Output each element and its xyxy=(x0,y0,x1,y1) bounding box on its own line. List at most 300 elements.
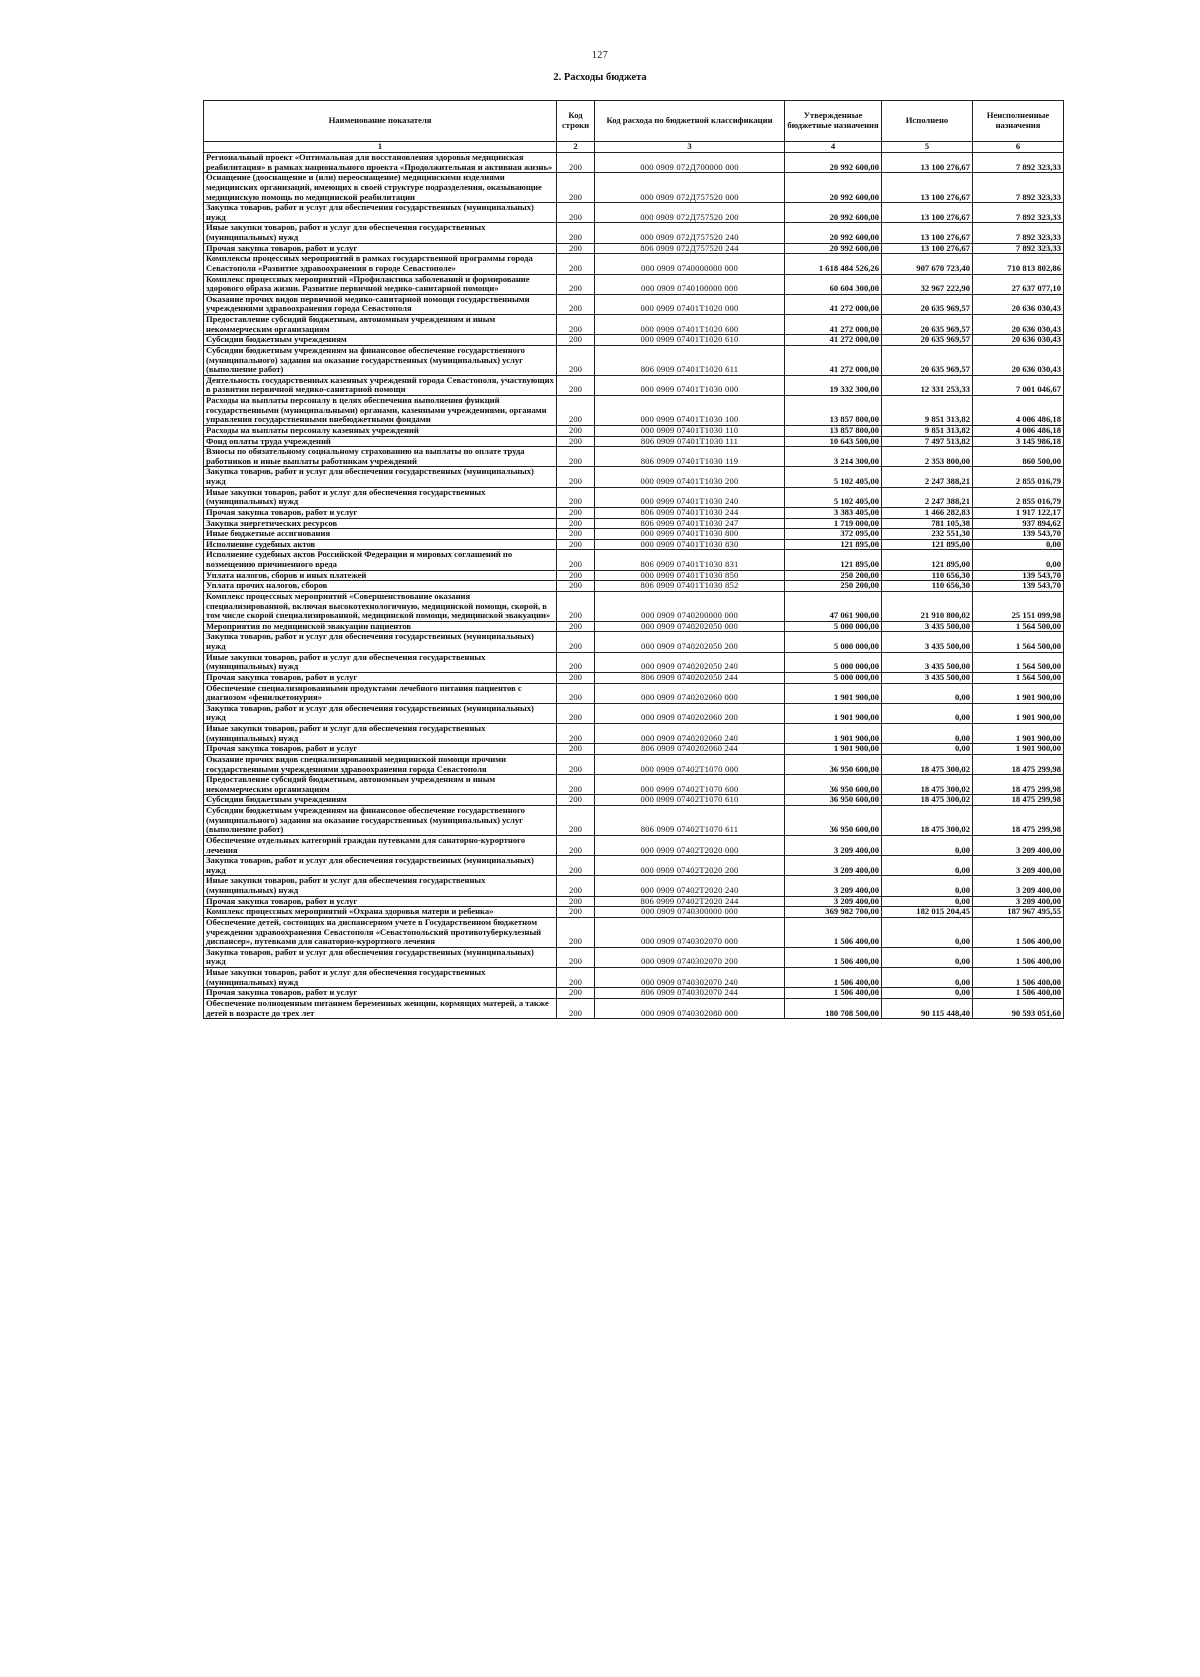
row-budget-code: 000 0909 07402Т1070 000 xyxy=(595,754,785,774)
row-line-code: 200 xyxy=(557,795,595,806)
header-approved: Утвержденные бюджетные назначения xyxy=(785,101,882,142)
row-name: Взносы по обязательному социальному страхованию на выплаты по оплате труда работников и иные выплаты работникам учреждений xyxy=(204,447,557,467)
table-row xyxy=(204,703,1064,723)
row-approved: 5 000 000,00 xyxy=(785,652,882,672)
row-unexecuted: 20 636 030,43 xyxy=(973,294,1064,314)
row-executed: 0,00 xyxy=(882,876,973,896)
row-name: Субсидии бюджетным учреждениям на финансовое обеспечение государственного (муниципального) задания на оказание государственных (муниципальных) услуг (выполнение работ) xyxy=(204,806,557,836)
row-approved: 3 209 400,00 xyxy=(785,876,882,896)
column-number: 5 xyxy=(882,142,973,153)
row-unexecuted: 1 564 500,00 xyxy=(973,632,1064,652)
table-row xyxy=(204,621,1064,632)
row-executed: 3 435 500,00 xyxy=(882,652,973,672)
row-executed: 7 497 513,82 xyxy=(882,436,973,447)
row-approved: 20 992 600,00 xyxy=(785,173,882,203)
row-unexecuted: 0,00 xyxy=(973,539,1064,550)
column-number: 1 xyxy=(204,142,557,153)
row-unexecuted: 0,00 xyxy=(973,550,1064,570)
table-row xyxy=(204,968,1064,988)
row-budget-code: 000 0909 072Д757520 240 xyxy=(595,223,785,243)
row-name: Прочая закупка товаров, работ и услуг xyxy=(204,243,557,254)
row-name: Закупка товаров, работ и услуг для обеспечения государственных (муниципальных) нужд xyxy=(204,467,557,487)
row-unexecuted: 139 543,70 xyxy=(973,581,1064,592)
row-name: Оснащение (дооснащение и (или) переоснащение) медицинскими изделиями медицинских организаций, имеющих в своей структуре подразделения, оказывающие медицинскую помощь по медицинской реабилитации xyxy=(204,173,557,203)
row-unexecuted: 139 543,70 xyxy=(973,570,1064,581)
row-unexecuted: 1 901 900,00 xyxy=(973,683,1064,703)
row-budget-code: 000 0909 07401Т1020 600 xyxy=(595,315,785,335)
row-approved: 5 102 405,00 xyxy=(785,487,882,507)
row-budget-code: 000 0909 07402Т1070 610 xyxy=(595,795,785,806)
row-unexecuted: 18 475 299,98 xyxy=(973,806,1064,836)
row-name: Региональный проект «Оптимальная для восстановления здоровья медицинская реабилитация» в рамках национального проекта «Продолжительная и активная жизнь» xyxy=(204,153,557,173)
table-row xyxy=(204,335,1064,346)
row-approved: 1 719 000,00 xyxy=(785,518,882,529)
row-unexecuted: 3 145 986,18 xyxy=(973,436,1064,447)
row-line-code: 200 xyxy=(557,917,595,947)
row-line-code: 200 xyxy=(557,856,595,876)
row-budget-code: 000 0909 07401Т1030 110 xyxy=(595,425,785,436)
table-row xyxy=(204,795,1064,806)
row-line-code: 200 xyxy=(557,744,595,755)
row-budget-code: 000 0909 07402Т2020 240 xyxy=(595,876,785,896)
row-line-code: 200 xyxy=(557,335,595,346)
table-row xyxy=(204,988,1064,999)
row-budget-code: 806 0909 07401Т1030 119 xyxy=(595,447,785,467)
row-executed: 110 656,30 xyxy=(882,581,973,592)
row-line-code: 200 xyxy=(557,550,595,570)
row-unexecuted: 1 901 900,00 xyxy=(973,744,1064,755)
row-line-code: 200 xyxy=(557,724,595,744)
row-approved: 13 857 800,00 xyxy=(785,396,882,426)
table-row xyxy=(204,835,1064,855)
row-name: Предоставление субсидий бюджетным, автономным учреждениям и иным некоммерческим организациям xyxy=(204,315,557,335)
row-budget-code: 806 0909 07401Т1030 244 xyxy=(595,507,785,518)
row-budget-code: 000 0909 0740302080 000 xyxy=(595,998,785,1018)
row-approved: 121 895,00 xyxy=(785,550,882,570)
row-executed: 0,00 xyxy=(882,856,973,876)
row-approved: 369 982 700,00 xyxy=(785,907,882,918)
row-unexecuted: 18 475 299,98 xyxy=(973,775,1064,795)
row-budget-code: 806 0909 07402Т2020 244 xyxy=(595,896,785,907)
row-approved: 5 102 405,00 xyxy=(785,467,882,487)
header-executed: Исполнено xyxy=(882,101,973,142)
row-budget-code: 000 0909 07401Т1030 000 xyxy=(595,375,785,395)
row-approved: 1 901 900,00 xyxy=(785,744,882,755)
table-row xyxy=(204,345,1064,375)
row-executed: 32 967 222,90 xyxy=(882,274,973,294)
row-approved: 250 200,00 xyxy=(785,570,882,581)
row-budget-code: 000 0909 07402Т1070 600 xyxy=(595,775,785,795)
row-line-code: 200 xyxy=(557,835,595,855)
row-executed: 0,00 xyxy=(882,744,973,755)
row-line-code: 200 xyxy=(557,203,595,223)
row-unexecuted: 1 901 900,00 xyxy=(973,724,1064,744)
column-number-row xyxy=(204,142,1064,153)
row-name: Прочая закупка товаров, работ и услуг xyxy=(204,672,557,683)
row-executed: 20 635 969,57 xyxy=(882,345,973,375)
row-approved: 13 857 800,00 xyxy=(785,425,882,436)
table-row xyxy=(204,243,1064,254)
table-row xyxy=(204,507,1064,518)
table-row xyxy=(204,375,1064,395)
row-unexecuted: 3 209 400,00 xyxy=(973,856,1064,876)
row-executed: 232 551,30 xyxy=(882,529,973,540)
row-name: Комплекс процессных мероприятий «Профилактика заболеваний и формирование здорового образа жизни. Развитие первичной медико-санитарной помощи» xyxy=(204,274,557,294)
row-unexecuted: 4 006 486,18 xyxy=(973,425,1064,436)
row-budget-code: 000 0909 072Д757520 000 xyxy=(595,173,785,203)
row-line-code: 200 xyxy=(557,947,595,967)
table-row xyxy=(204,947,1064,967)
row-budget-code: 806 0909 07401Т1030 247 xyxy=(595,518,785,529)
row-executed: 121 895,00 xyxy=(882,550,973,570)
row-name: Иные закупки товаров, работ и услуг для обеспечения государственных (муниципальных) нужд xyxy=(204,652,557,672)
row-name: Мероприятия по медицинской эвакуации пациентов xyxy=(204,621,557,632)
row-executed: 20 635 969,57 xyxy=(882,294,973,314)
row-unexecuted: 90 593 051,60 xyxy=(973,998,1064,1018)
row-name: Закупка товаров, работ и услуг для обеспечения государственных (муниципальных) нужд xyxy=(204,947,557,967)
row-approved: 1 506 400,00 xyxy=(785,917,882,947)
row-budget-code: 000 0909 0740302070 000 xyxy=(595,917,785,947)
row-name: Комплексы процессных мероприятий в рамках государственной программы города Севастополя «Развитие здравоохранения в городе Севастополе» xyxy=(204,254,557,274)
row-budget-code: 806 0909 07401Т1030 111 xyxy=(595,436,785,447)
row-name: Иные закупки товаров, работ и услуг для обеспечения государственных (муниципальных) нужд xyxy=(204,724,557,744)
row-executed: 90 115 448,40 xyxy=(882,998,973,1018)
row-line-code: 200 xyxy=(557,968,595,988)
row-executed: 3 435 500,00 xyxy=(882,672,973,683)
row-line-code: 200 xyxy=(557,621,595,632)
row-name: Деятельность государственных казенных учреждений города Севастополя, участвующих в развитии первичной медико-санитарной помощи xyxy=(204,375,557,395)
row-line-code: 200 xyxy=(557,223,595,243)
row-unexecuted: 2 855 016,79 xyxy=(973,487,1064,507)
row-approved: 180 708 500,00 xyxy=(785,998,882,1018)
table-row xyxy=(204,436,1064,447)
table-row xyxy=(204,672,1064,683)
table-row xyxy=(204,153,1064,173)
row-name: Прочая закупка товаров, работ и услуг xyxy=(204,988,557,999)
row-name: Закупка товаров, работ и услуг для обеспечения государственных (муниципальных) нужд xyxy=(204,203,557,223)
table-row xyxy=(204,917,1064,947)
row-unexecuted: 20 636 030,43 xyxy=(973,315,1064,335)
row-approved: 5 000 000,00 xyxy=(785,621,882,632)
table-row xyxy=(204,467,1064,487)
table-row xyxy=(204,775,1064,795)
row-approved: 41 272 000,00 xyxy=(785,345,882,375)
row-unexecuted: 1 564 500,00 xyxy=(973,672,1064,683)
row-executed: 0,00 xyxy=(882,988,973,999)
row-approved: 1 901 900,00 xyxy=(785,683,882,703)
row-executed: 9 851 313,82 xyxy=(882,425,973,436)
row-budget-code: 000 0909 0740100000 000 xyxy=(595,274,785,294)
row-line-code: 200 xyxy=(557,315,595,335)
row-name: Иные закупки товаров, работ и услуг для обеспечения государственных (муниципальных) нужд xyxy=(204,968,557,988)
row-name: Иные закупки товаров, работ и услуг для обеспечения государственных (муниципальных) нужд xyxy=(204,487,557,507)
header-indicator-name: Наименование показателя xyxy=(204,101,557,142)
table-row xyxy=(204,683,1064,703)
table-row xyxy=(204,570,1064,581)
row-executed: 21 910 800,02 xyxy=(882,591,973,621)
row-name: Закупка товаров, работ и услуг для обеспечения государственных (муниципальных) нужд xyxy=(204,856,557,876)
row-line-code: 200 xyxy=(557,806,595,836)
row-budget-code: 806 0909 072Д757520 244 xyxy=(595,243,785,254)
row-unexecuted: 7 892 323,33 xyxy=(973,203,1064,223)
row-line-code: 200 xyxy=(557,153,595,173)
row-budget-code: 806 0909 0740302070 244 xyxy=(595,988,785,999)
row-budget-code: 806 0909 0740202050 244 xyxy=(595,672,785,683)
row-approved: 36 950 600,00 xyxy=(785,806,882,836)
row-budget-code: 000 0909 07401Т1020 610 xyxy=(595,335,785,346)
row-unexecuted: 1 506 400,00 xyxy=(973,947,1064,967)
row-executed: 13 100 276,67 xyxy=(882,203,973,223)
row-executed: 0,00 xyxy=(882,703,973,723)
row-budget-code: 000 0909 07401Т1030 100 xyxy=(595,396,785,426)
table-row xyxy=(204,396,1064,426)
row-line-code: 200 xyxy=(557,581,595,592)
row-unexecuted: 187 967 495,55 xyxy=(973,907,1064,918)
row-approved: 1 901 900,00 xyxy=(785,703,882,723)
row-budget-code: 806 0909 07401Т1030 852 xyxy=(595,581,785,592)
row-unexecuted: 7 892 323,33 xyxy=(973,173,1064,203)
row-executed: 18 475 300,02 xyxy=(882,775,973,795)
row-approved: 3 209 400,00 xyxy=(785,896,882,907)
row-executed: 0,00 xyxy=(882,968,973,988)
row-name: Иные закупки товаров, работ и услуг для обеспечения государственных (муниципальных) нужд xyxy=(204,223,557,243)
row-budget-code: 000 0909 0740000000 000 xyxy=(595,254,785,274)
row-approved: 36 950 600,00 xyxy=(785,754,882,774)
row-approved: 3 383 405,00 xyxy=(785,507,882,518)
row-executed: 182 015 204,45 xyxy=(882,907,973,918)
table-row xyxy=(204,550,1064,570)
row-unexecuted: 20 636 030,43 xyxy=(973,345,1064,375)
row-executed: 1 466 282,83 xyxy=(882,507,973,518)
row-line-code: 200 xyxy=(557,396,595,426)
row-line-code: 200 xyxy=(557,775,595,795)
row-line-code: 200 xyxy=(557,507,595,518)
row-name: Исполнение судебных актов Российской Федерации и мировых соглашений по возмещению причиненного вреда xyxy=(204,550,557,570)
row-executed: 18 475 300,02 xyxy=(882,795,973,806)
row-name: Фонд оплаты труда учреждений xyxy=(204,436,557,447)
row-name: Предоставление субсидий бюджетным, автономным учреждениям и иным некоммерческим организациям xyxy=(204,775,557,795)
row-line-code: 200 xyxy=(557,436,595,447)
row-budget-code: 000 0909 07401Т1030 800 xyxy=(595,529,785,540)
row-executed: 0,00 xyxy=(882,835,973,855)
row-budget-code: 806 0909 07401Т1020 611 xyxy=(595,345,785,375)
row-line-code: 200 xyxy=(557,254,595,274)
table-row xyxy=(204,254,1064,274)
row-budget-code: 000 0909 0740202060 200 xyxy=(595,703,785,723)
column-number: 3 xyxy=(595,142,785,153)
row-executed: 0,00 xyxy=(882,683,973,703)
row-executed: 13 100 276,67 xyxy=(882,173,973,203)
row-line-code: 200 xyxy=(557,539,595,550)
row-approved: 19 332 300,00 xyxy=(785,375,882,395)
row-unexecuted: 1 506 400,00 xyxy=(973,988,1064,999)
row-line-code: 200 xyxy=(557,375,595,395)
row-budget-code: 000 0909 072Д757520 200 xyxy=(595,203,785,223)
row-unexecuted: 937 894,62 xyxy=(973,518,1064,529)
row-executed: 13 100 276,67 xyxy=(882,243,973,254)
row-unexecuted: 1 901 900,00 xyxy=(973,703,1064,723)
table-row xyxy=(204,754,1064,774)
row-executed: 3 435 500,00 xyxy=(882,632,973,652)
table-row xyxy=(204,203,1064,223)
row-name: Расходы на выплаты персоналу казенных учреждений xyxy=(204,425,557,436)
header-line-code: Код строки xyxy=(557,101,595,142)
row-budget-code: 000 0909 0740302070 240 xyxy=(595,968,785,988)
row-approved: 60 604 300,00 xyxy=(785,274,882,294)
row-name: Обеспечение отдельных категорий граждан путевками для санаторно-курортного лечения xyxy=(204,835,557,855)
row-budget-code: 000 0909 0740200000 000 xyxy=(595,591,785,621)
row-unexecuted: 25 151 099,98 xyxy=(973,591,1064,621)
row-approved: 36 950 600,00 xyxy=(785,775,882,795)
row-line-code: 200 xyxy=(557,683,595,703)
row-executed: 121 895,00 xyxy=(882,539,973,550)
row-executed: 0,00 xyxy=(882,947,973,967)
table-row xyxy=(204,632,1064,652)
row-approved: 41 272 000,00 xyxy=(785,294,882,314)
row-name: Обеспечение детей, состоящих на диспансерном учете в Государственном бюджетном учреждении здравоохранения Севастополя «Севастопольский противотуберкулезный диспансер», путевками для санаторно-курортного лечения xyxy=(204,917,557,947)
row-line-code: 200 xyxy=(557,447,595,467)
row-line-code: 200 xyxy=(557,518,595,529)
row-executed: 3 435 500,00 xyxy=(882,621,973,632)
row-unexecuted: 18 475 299,98 xyxy=(973,754,1064,774)
row-name: Закупка товаров, работ и услуг для обеспечения государственных (муниципальных) нужд xyxy=(204,632,557,652)
table-row xyxy=(204,425,1064,436)
row-name: Уплата налогов, сборов и иных платежей xyxy=(204,570,557,581)
row-budget-code: 806 0909 07402Т1070 611 xyxy=(595,806,785,836)
row-line-code: 200 xyxy=(557,487,595,507)
row-executed: 2 353 800,00 xyxy=(882,447,973,467)
row-budget-code: 000 0909 07401Т1030 850 xyxy=(595,570,785,581)
row-executed: 2 247 388,21 xyxy=(882,487,973,507)
row-approved: 5 000 000,00 xyxy=(785,672,882,683)
row-line-code: 200 xyxy=(557,652,595,672)
row-budget-code: 000 0909 0740202060 240 xyxy=(595,724,785,744)
row-approved: 36 950 600,00 xyxy=(785,795,882,806)
row-unexecuted: 139 543,70 xyxy=(973,529,1064,540)
table-row xyxy=(204,856,1064,876)
row-unexecuted: 860 500,00 xyxy=(973,447,1064,467)
row-line-code: 200 xyxy=(557,467,595,487)
header-unexecuted: Неисполненные назначения xyxy=(973,101,1064,142)
table-row xyxy=(204,274,1064,294)
table-row xyxy=(204,173,1064,203)
row-line-code: 200 xyxy=(557,998,595,1018)
row-unexecuted: 3 209 400,00 xyxy=(973,835,1064,855)
row-unexecuted: 7 892 323,33 xyxy=(973,153,1064,173)
section-title: 2. Расходы бюджета xyxy=(553,72,647,83)
row-approved: 5 000 000,00 xyxy=(785,632,882,652)
table-row xyxy=(204,907,1064,918)
table-body xyxy=(204,153,1064,1019)
row-executed: 907 670 723,40 xyxy=(882,254,973,274)
row-approved: 1 901 900,00 xyxy=(785,724,882,744)
table-row xyxy=(204,447,1064,467)
row-name: Прочая закупка товаров, работ и услуг xyxy=(204,744,557,755)
row-budget-code: 000 0909 07402Т2020 200 xyxy=(595,856,785,876)
row-unexecuted: 7 001 046,67 xyxy=(973,375,1064,395)
row-budget-code: 000 0909 0740202050 000 xyxy=(595,621,785,632)
row-name: Обеспечение полноценным питанием беременных женщин, кормящих матерей, а также детей в возрасте до трех лет xyxy=(204,998,557,1018)
row-line-code: 200 xyxy=(557,570,595,581)
column-number: 6 xyxy=(973,142,1064,153)
table-row xyxy=(204,998,1064,1018)
row-executed: 18 475 300,02 xyxy=(882,754,973,774)
row-unexecuted: 710 813 802,86 xyxy=(973,254,1064,274)
table-row xyxy=(204,652,1064,672)
row-name: Закупка товаров, работ и услуг для обеспечения государственных (муниципальных) нужд xyxy=(204,703,557,723)
row-line-code: 200 xyxy=(557,672,595,683)
page-number: 127 xyxy=(591,50,609,61)
row-unexecuted: 3 209 400,00 xyxy=(973,896,1064,907)
row-name: Прочая закупка товаров, работ и услуг xyxy=(204,896,557,907)
row-unexecuted: 27 637 077,10 xyxy=(973,274,1064,294)
row-line-code: 200 xyxy=(557,876,595,896)
row-name: Комплекс процессных мероприятий «Совершенствование оказания специализированной, включая высокотехнологичную, медицинской помощи, скорой, в том числе скорой специализированной, медицинской помощи, медицинской эвакуации» xyxy=(204,591,557,621)
row-unexecuted: 7 892 323,33 xyxy=(973,243,1064,254)
row-executed: 110 656,30 xyxy=(882,570,973,581)
row-line-code: 200 xyxy=(557,632,595,652)
row-budget-code: 000 0909 07401Т1020 000 xyxy=(595,294,785,314)
row-line-code: 200 xyxy=(557,425,595,436)
row-budget-code: 000 0909 0740202050 240 xyxy=(595,652,785,672)
row-line-code: 200 xyxy=(557,243,595,254)
table-row xyxy=(204,806,1064,836)
row-name: Закупка энергетических ресурсов xyxy=(204,518,557,529)
row-budget-code: 000 0909 072Д700000 000 xyxy=(595,153,785,173)
row-line-code: 200 xyxy=(557,529,595,540)
row-line-code: 200 xyxy=(557,173,595,203)
row-budget-code: 806 0909 07401Т1030 831 xyxy=(595,550,785,570)
row-approved: 1 618 484 526,26 xyxy=(785,254,882,274)
row-unexecuted: 3 209 400,00 xyxy=(973,876,1064,896)
row-name: Уплата прочих налогов, сборов xyxy=(204,581,557,592)
row-unexecuted: 7 892 323,33 xyxy=(973,223,1064,243)
row-executed: 13 100 276,67 xyxy=(882,153,973,173)
table-row xyxy=(204,724,1064,744)
row-line-code: 200 xyxy=(557,988,595,999)
row-budget-code: 000 0909 07402Т2020 000 xyxy=(595,835,785,855)
table-row xyxy=(204,315,1064,335)
row-budget-code: 000 0909 0740202060 000 xyxy=(595,683,785,703)
row-approved: 3 214 300,00 xyxy=(785,447,882,467)
row-unexecuted: 1 564 500,00 xyxy=(973,652,1064,672)
row-line-code: 200 xyxy=(557,754,595,774)
row-budget-code: 806 0909 0740202060 244 xyxy=(595,744,785,755)
row-unexecuted: 1 506 400,00 xyxy=(973,917,1064,947)
table-row xyxy=(204,294,1064,314)
row-budget-code: 000 0909 07401Т1030 240 xyxy=(595,487,785,507)
row-executed: 20 635 969,57 xyxy=(882,315,973,335)
budget-expenses-table xyxy=(203,100,1064,1019)
table-row xyxy=(204,529,1064,540)
row-executed: 781 105,38 xyxy=(882,518,973,529)
row-name: Оказание прочих видов первичной медико-санитарной помощи государственными учреждениями здравоохранения города Севастополя xyxy=(204,294,557,314)
row-name: Субсидии бюджетным учреждениям xyxy=(204,335,557,346)
row-line-code: 200 xyxy=(557,896,595,907)
row-unexecuted: 2 855 016,79 xyxy=(973,467,1064,487)
row-approved: 10 643 500,00 xyxy=(785,436,882,447)
row-budget-code: 000 0909 0740300000 000 xyxy=(595,907,785,918)
table-row xyxy=(204,591,1064,621)
table-row xyxy=(204,744,1064,755)
row-line-code: 200 xyxy=(557,345,595,375)
table-row xyxy=(204,487,1064,507)
row-line-code: 200 xyxy=(557,591,595,621)
row-line-code: 200 xyxy=(557,294,595,314)
row-executed: 13 100 276,67 xyxy=(882,223,973,243)
row-approved: 372 095,00 xyxy=(785,529,882,540)
row-executed: 0,00 xyxy=(882,896,973,907)
